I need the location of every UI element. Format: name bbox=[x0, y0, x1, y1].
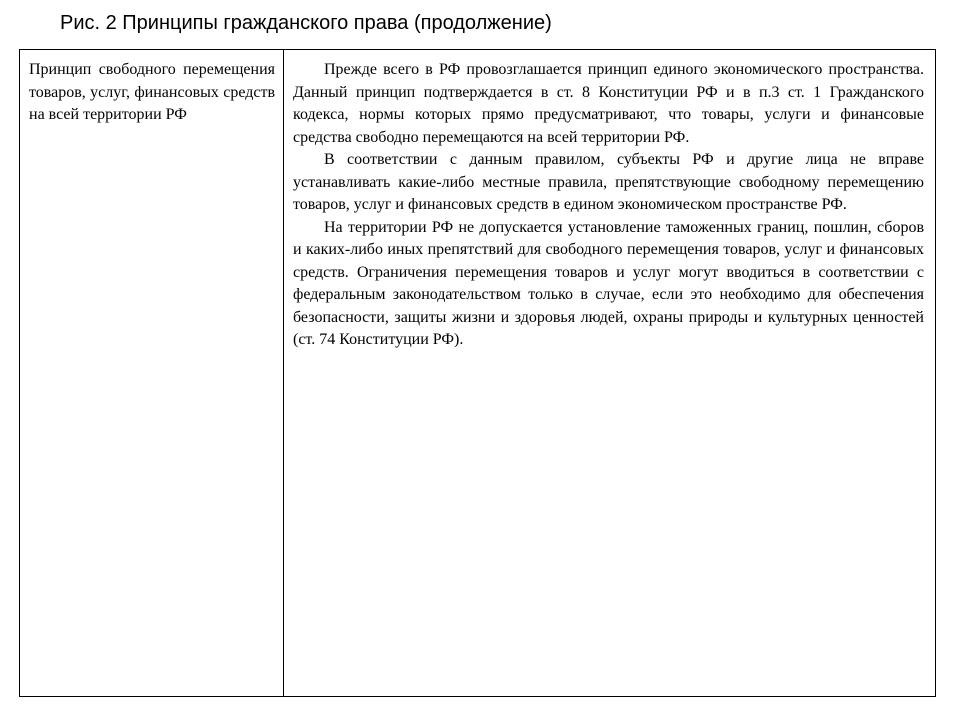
principle-description-cell bbox=[284, 50, 935, 696]
principle-name: Принцип свободного перемещения товаров, услуг, финансовых средств на всей территории РФ bbox=[29, 61, 275, 123]
principle-name-cell bbox=[20, 50, 284, 696]
principle-table bbox=[19, 49, 936, 697]
description-paragraph-2: В соответствии с данным правилом, субъекты РФ и другие лица не вправе устанавливать какие-либо местные правила, препятствующие свободному перемещению товаров, услуг и финансовых средств в едином экономическом пространстве РФ. bbox=[293, 151, 924, 213]
description-paragraph-1: Прежде всего в РФ провозглашается принцип единого экономического пространства. Данный принцип подтверждается в ст. 8 Конституции РФ и в п.3 ст. 1 Гражданского кодекса, нормы которых прямо предусматривают, что товары, услуги и финансовые средства свободно перемещаются на всей территории РФ. bbox=[293, 61, 924, 146]
description-paragraph-3: На территории РФ не допускается установление таможенных границ, пошлин, сборов и каких-либо иных препятствий для свободного перемещения товаров, услуг и финансовых средств. Ограничения перемещения товаров и услуг могут вводиться в соответствии с федеральным законодательством только в случае, если это необходимо для обеспечения безопасности, защиты жизни и здоровья людей, охраны природы и культурных ценностей (ст. 74 Конституции РФ). bbox=[293, 218, 924, 348]
slide-title: Рис. 2 Принципы гражданского права (продолжение) bbox=[60, 12, 552, 34]
